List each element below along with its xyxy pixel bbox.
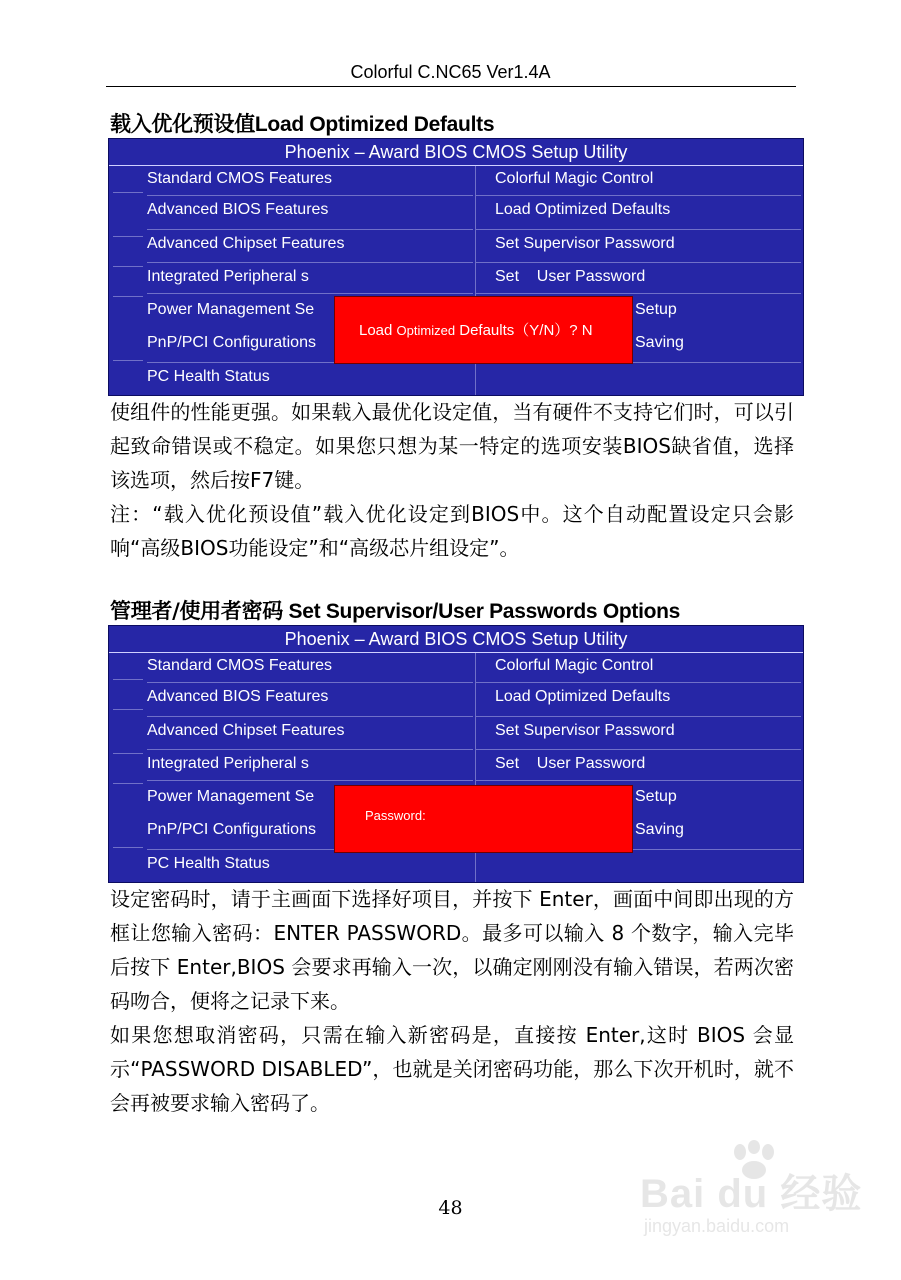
divider: [147, 229, 473, 230]
divider: [147, 195, 473, 196]
divider: [113, 192, 143, 193]
divider: [113, 847, 143, 848]
watermark-url: jingyan.baidu.com: [644, 1216, 790, 1236]
menu-advanced-bios[interactable]: Advanced BIOS Features: [147, 201, 329, 218]
running-header: Colorful C.NC65 Ver1.4A: [350, 62, 551, 82]
section-title-en: Load Optimized Defaults: [254, 113, 495, 136]
bios-screen-1: [108, 138, 804, 396]
paragraph: 如果您想取消密码，只需在输入新密码是，直接按 Enter,这时 BIOS 会显示“PASSWORD DISABLED”，也就是关闭密码功能，那么下次开机时，就不会再被要求输入密码了。: [110, 1023, 794, 1115]
menu-pnp-pci[interactable]: PnP/PCI Configurations: [147, 334, 316, 351]
menu-saving-fragment[interactable]: Saving: [635, 821, 684, 838]
divider: [475, 716, 801, 717]
menu-load-optimized[interactable]: Load Optimized Defaults: [495, 201, 671, 218]
section-title-load-defaults: [110, 108, 494, 138]
divider: [475, 293, 801, 294]
section-title-cn: 载入优化预设值: [110, 112, 255, 136]
divider: [113, 360, 143, 361]
paragraph-block-1: [110, 395, 794, 565]
bios-title: Phoenix – Award BIOS CMOS Setup Utility: [109, 626, 803, 653]
dialog-text-prefix: Load: [359, 322, 397, 339]
divider: [113, 266, 143, 267]
divider: [113, 679, 143, 680]
menu-magic-control[interactable]: Colorful Magic Control: [495, 170, 654, 187]
page-number: 48: [438, 1197, 463, 1219]
paragraph: 设定密码时，请于主画面下选择好项目，并按下 Enter，画面中间即出现的方框让您输入密码：ENTER PASSWORD。最多可以输入 8 个数字，输入完毕后按下 Enter,BIOS 会要求再输入一次，以确定刚刚没有输入错误，若两次密码吻合，便将之记录下来。: [110, 887, 794, 1013]
menu-standard-cmos[interactable]: Standard CMOS Features: [147, 170, 332, 187]
section-title-en: Set Supervisor/User Passwords Options: [282, 600, 681, 623]
menu-power-management[interactable]: Power Management Se: [147, 788, 315, 805]
divider: [113, 709, 143, 710]
dialog-text-suffix: Defaults（Y/N）? N: [455, 322, 593, 339]
paragraph-block-2: [110, 882, 794, 1120]
divider: [475, 229, 801, 230]
menu-advanced-chipset[interactable]: Advanced Chipset Features: [147, 235, 345, 252]
menu-pc-health[interactable]: PC Health Status: [147, 855, 270, 872]
divider: [147, 749, 473, 750]
divider: [147, 682, 473, 683]
divider: [475, 262, 801, 263]
menu-power-management[interactable]: Power Management Se: [147, 301, 315, 318]
menu-advanced-chipset[interactable]: Advanced Chipset Features: [147, 722, 345, 739]
password-dialog[interactable]: [334, 785, 633, 853]
divider: [147, 293, 473, 294]
menu-set-supervisor-password[interactable]: Set Supervisor Password: [495, 235, 675, 252]
section-title-cn: 管理者/使用者密码: [110, 599, 283, 623]
bios-screen-2: [108, 625, 804, 883]
menu-setup-fragment[interactable]: Setup: [635, 301, 677, 318]
menu-set-user-password[interactable]: Set User Password: [495, 268, 646, 285]
divider: [475, 780, 801, 781]
bios-menu: [109, 653, 803, 882]
menu-pc-health[interactable]: PC Health Status: [147, 368, 270, 385]
divider: [475, 195, 801, 196]
divider: [147, 262, 473, 263]
menu-standard-cmos[interactable]: Standard CMOS Features: [147, 657, 332, 674]
note-paragraph: 注：“载入优化预设值”载入优化设定到BIOS中。这个自动配置设定只会影响“高级BIOS功能设定”和“高级芯片组设定”。: [110, 502, 794, 560]
divider: [147, 780, 473, 781]
menu-magic-control[interactable]: Colorful Magic Control: [495, 657, 654, 674]
divider: [475, 749, 801, 750]
dialog-message: [359, 319, 593, 340]
dialog-text-small: Optimized: [396, 323, 456, 338]
load-defaults-dialog[interactable]: [334, 296, 633, 364]
section-title-passwords: [110, 595, 680, 625]
divider: [113, 296, 143, 297]
divider: [147, 716, 473, 717]
paragraph: 使组件的性能更强。如果载入最优化设定值，当有硬件不支持它们时，可以引起致命错误或不稳定。如果您只想为某一特定的选项安装BIOS缺省值，选择该选项，然后按F7键。: [110, 400, 794, 492]
bios-title: Phoenix – Award BIOS CMOS Setup Utility: [109, 139, 803, 166]
bios-menu: [109, 166, 803, 395]
header-rule: [106, 86, 796, 87]
menu-advanced-bios[interactable]: Advanced BIOS Features: [147, 688, 329, 705]
menu-integrated-peripherals[interactable]: Integrated Peripheral s: [147, 755, 309, 772]
menu-setup-fragment[interactable]: Setup: [635, 788, 677, 805]
menu-set-user-password[interactable]: Set User Password: [495, 755, 646, 772]
menu-load-optimized[interactable]: Load Optimized Defaults: [495, 688, 671, 705]
baidu-watermark: [640, 1140, 863, 1260]
menu-set-supervisor-password[interactable]: Set Supervisor Password: [495, 722, 675, 739]
menu-pnp-pci[interactable]: PnP/PCI Configurations: [147, 821, 316, 838]
menu-integrated-peripherals[interactable]: Integrated Peripheral s: [147, 268, 309, 285]
divider: [475, 682, 801, 683]
menu-saving-fragment[interactable]: Saving: [635, 334, 684, 351]
watermark-logo: Bai du 经验: [640, 1172, 863, 1216]
password-label: Password:: [365, 808, 426, 823]
divider: [113, 753, 143, 754]
divider: [113, 783, 143, 784]
divider: [113, 236, 143, 237]
